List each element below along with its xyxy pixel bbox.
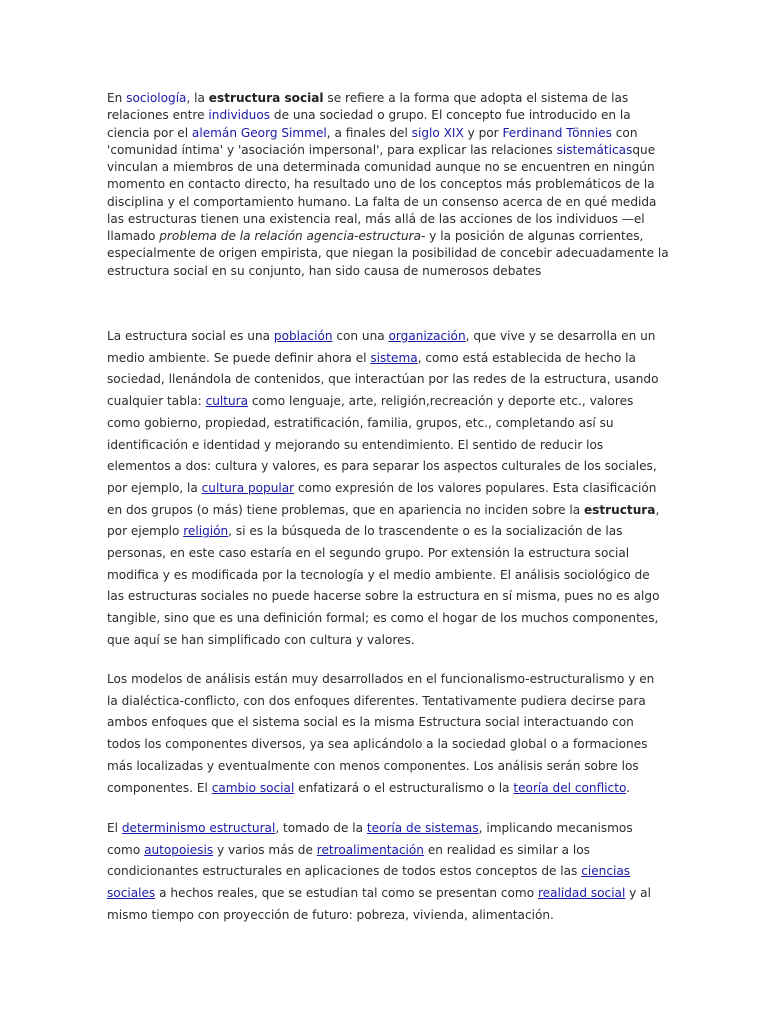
paragraph-intro: En sociología, la estructura social se refiere a la forma que adopta el sistema de las relaciones entre individuos de una sociedad o grupo. El concepto fue introducido en la ciencia por el alemán Georg Simmel, a finales del siglo XIX y por Ferdinand Tönnies con 'comunidad íntima' y 'asociación impersonal', para explicar las relaciones sistemáticasque vinculan a miembros de una determinada comunidad aunque no se encuentren en ningún momento en contacto directo, ha resultado uno de los conceptos más problemáticos de la disciplina y el comportamiento humano. La falta de un consenso acerca de en qué medida las estructuras tienen una existencia real, más allá de las acciones de los individuos —el llamado problema de la relación agencia-estructura- y la posición de algunas corrientes, especialmente de origen empirista, que niegan la posibilidad de concebir adecuadamente la estructura social en su conjunto, han sido causa de numerosos debates (107, 91, 669, 278)
link-ciencias-sociales[interactable]: ciencias sociales (107, 864, 631, 901)
paragraph-estructura-social: La estructura social es una población con una organización, que vive y se desarrolla en un medio ambiente. Se puede definir ahora el sistema, como está establecida de hecho la sociedad, llenándola de contenidos, que interactúan por las redes de la estructura, usando cualquier tabla: cultura como lenguaje, arte, religión,recreación y deporte etc., valores como gobierno, propiedad, estratificación, familia, grupos, etc., completando así su identificación e identidad y mejorando su entendimiento. El sentido de reducir los elementos a dos: cultura y valores, es para separar los aspectos culturales de los sociales, por ejemplo, la cultura popular como expresión de los valores populares. Esta clasificación en dos grupos (o más) tiene problemas, que en apariencia no inciden sobre la estructura, por ejemplo religión, si es la búsqueda de lo trascendente o es la socialización de las personas, en este caso estaría en el segundo grupo. Por extensión la estructura social modifica y es modificada por la tecnología y el medio ambiente. El análisis sociológico de las estructuras sociales no puede hacerse sobre la estructura en sí misma, pues no es algo tangible, sino que es una definición formal; es como el hogar de los muchos componentes, que aquí se han simplificado con cultura y valores. (107, 329, 660, 647)
link-religion[interactable]: religión (183, 524, 229, 539)
link-aleman[interactable]: alemán (191, 125, 237, 140)
link-ferdinand-tonnies[interactable]: Ferdinand Tönnies (502, 125, 612, 140)
italic-problema-agencia: problema de la relación agencia-estructura (159, 229, 422, 243)
link-autopoiesis[interactable]: autopoiesis (144, 842, 214, 857)
bold-estructura-social: estructura social (208, 91, 324, 105)
link-poblacion[interactable]: población (273, 329, 333, 343)
bold-estructura: estructura (583, 502, 656, 517)
link-cultura-popular[interactable]: cultura popular (201, 480, 295, 495)
link-siglo-xix[interactable]: siglo XIX (411, 125, 464, 140)
link-sistema[interactable]: sistema (370, 350, 418, 365)
paragraph-determinismo: El determinismo estructural, tomado de la teoría de sistemas, implicando mecanismos como autopoiesis y varios más de retroalimentación en realidad es similar a los condicionantes estructurales en aplicaciones de todos estos conceptos de las ciencias sociales a hechos reales, que se estudian tal como se presentan como realidad social y al mismo tiempo con proyección de futuro: pobreza, vivienda, alimentación. (107, 821, 651, 922)
link-determinismo-estructural[interactable]: determinismo estructural (121, 821, 276, 835)
link-sociologia[interactable]: sociología (126, 91, 187, 105)
link-individuos[interactable]: individuos (208, 108, 271, 123)
paragraph-modelos-analisis: Los modelos de análisis están muy desarrollados en el funcionalismo-estructuralismo y en la dialéctica-conflicto, con dos enfoques diferentes. Tentativamente pudiera decirse para ambos enfoques que el sistema social es la misma Estructura social interactuando con todos los componentes diversos, ya sea aplicándolo a la sociedad global o a formaciones más localizadas y eventualmente con menos componentes. Los análisis serán sobre los componentes. El cambio social enfatizará o el estructuralismo o la teoría del conflicto. (107, 672, 655, 795)
link-teoria-sistemas[interactable]: teoría de sistemas (366, 821, 479, 835)
link-retroalimentacion[interactable]: retroalimentación (316, 842, 424, 857)
link-cambio-social[interactable]: cambio social (211, 780, 295, 795)
link-realidad-social[interactable]: realidad social (537, 886, 626, 901)
link-cultura[interactable]: cultura (205, 394, 249, 409)
link-georg-simmel[interactable]: Georg Simmel (240, 125, 327, 140)
link-sistematicas[interactable]: sistemáticas (556, 142, 633, 157)
link-teoria-conflicto[interactable]: teoría del conflicto (513, 780, 627, 795)
link-organizacion[interactable]: organización (388, 329, 466, 343)
